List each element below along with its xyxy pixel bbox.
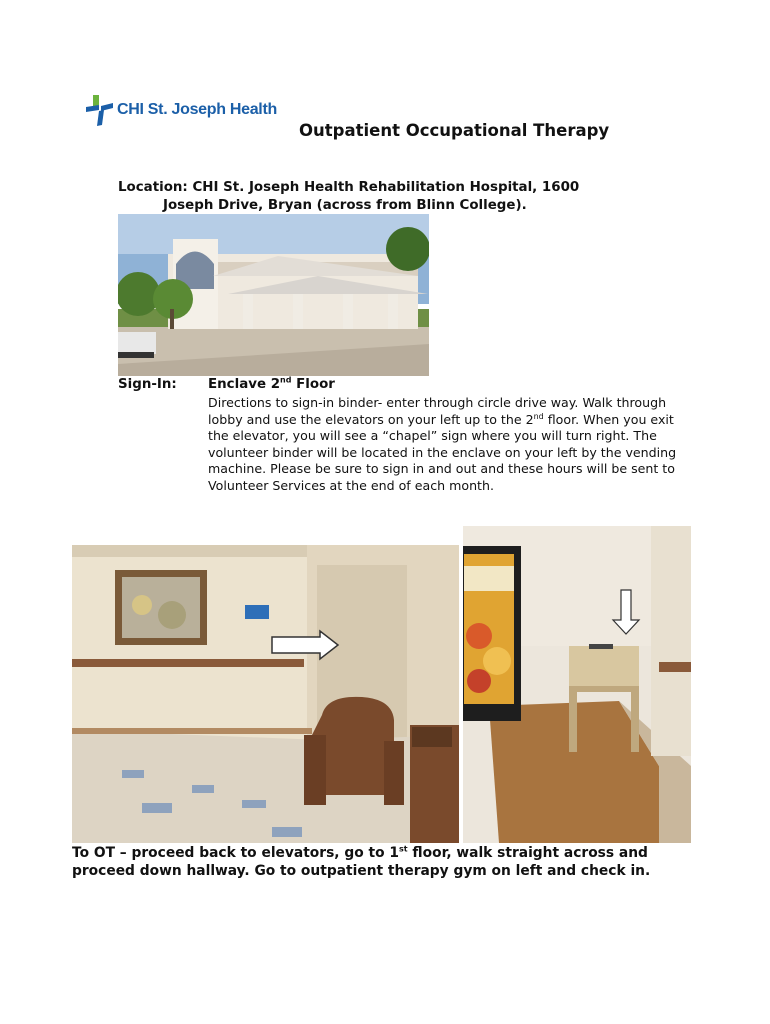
enclave-floor: Floor [291, 377, 335, 392]
directions-part1: Directions to sign-in binder- enter through circle drive way. Walk through lobby and use the elevators on your left up to the 2 [208, 395, 667, 427]
hospital-exterior-photo [118, 214, 429, 376]
to-ot-directions [72, 844, 692, 880]
hallway-photo [72, 545, 459, 843]
signin-directions [208, 395, 698, 495]
to-ot-sup: st [398, 844, 408, 854]
location-line2: Joseph Drive, Bryan (across from Blinn College). [163, 198, 527, 213]
to-ot-part1: To OT – proceed back to elevators, go to 1 [72, 845, 399, 861]
signin-label: Sign-In: [118, 377, 177, 392]
location-line1: CHI St. Joseph Health Rehabilitation Hospital, 1600 [192, 180, 580, 195]
enclave-heading [208, 377, 335, 392]
page-title: Outpatient Occupational Therapy [299, 121, 610, 140]
directions-sup: nd [533, 411, 544, 421]
enclave-text: Enclave 2 [208, 377, 281, 392]
enclave-sup: nd [280, 375, 292, 385]
cross-logo-icon [85, 93, 115, 127]
to-ot-part2: floor, walk straight across and proceed down hallway. Go to outpatient therapy gym on left and check in. [72, 845, 651, 879]
enclave-vending-photo [459, 526, 691, 843]
logo-text: CHI St. Joseph Health [117, 101, 277, 118]
chi-logo [85, 93, 277, 127]
location-label: Location: [118, 180, 188, 195]
location-block [118, 179, 678, 215]
directions-part2: floor. When you exit the elevator, you will see a “chapel” sign where you will turn right. The volunteer binder will be located in the enclave on your left by the vending machine. Please be sure to sign in and out and these hours will be sent to Volunteer Services at the end of each month. [208, 411, 677, 493]
